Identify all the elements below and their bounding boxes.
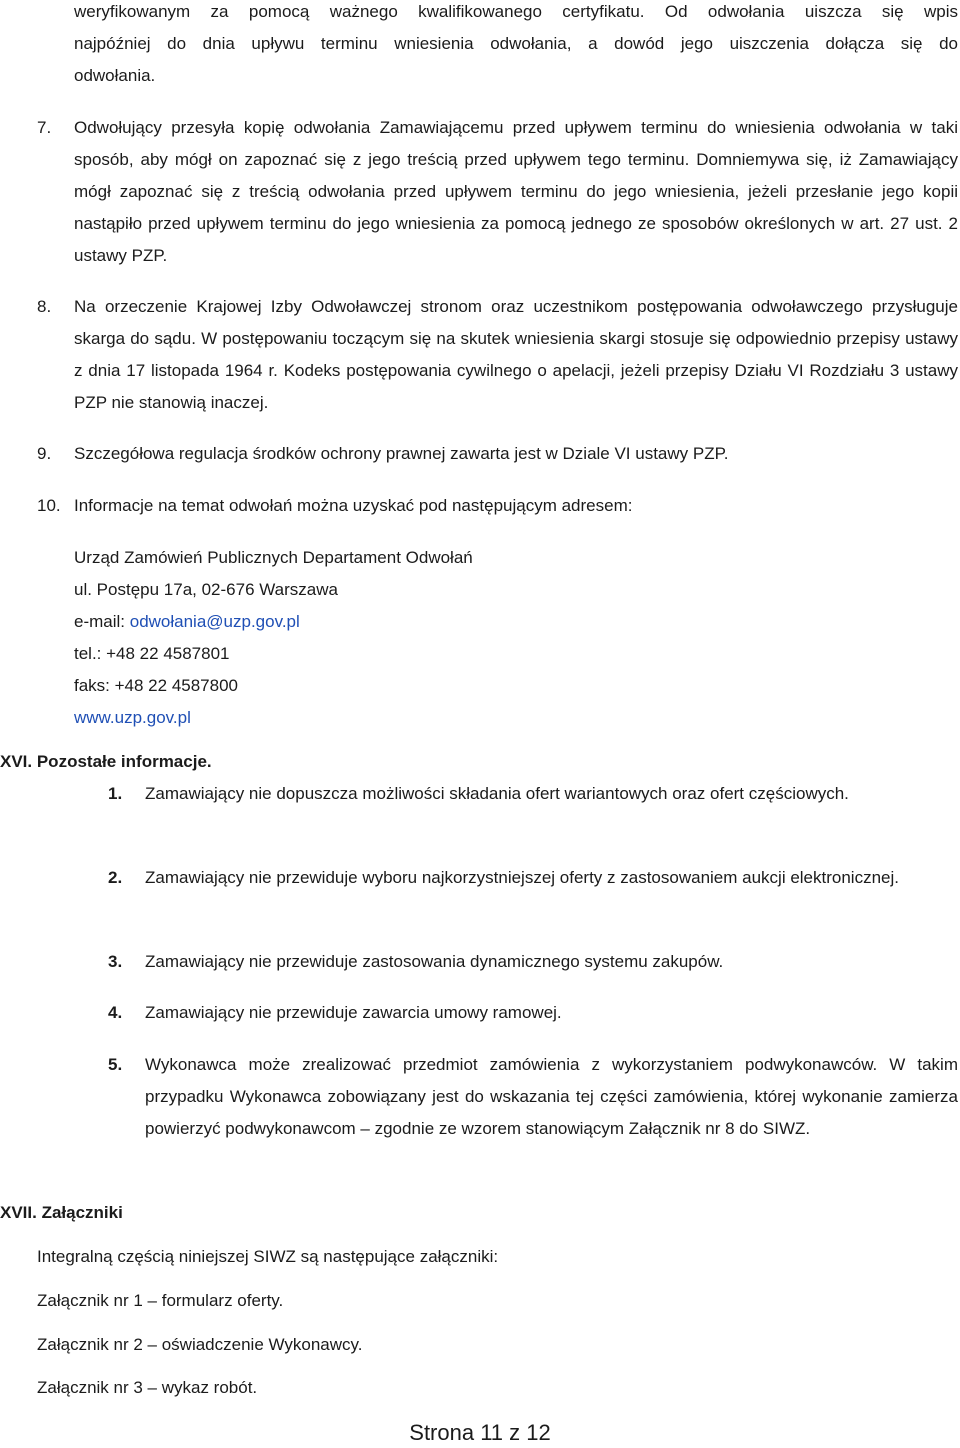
list-number: 1. [108, 784, 123, 803]
section-16-heading: XVI. Pozostałe informacje. [0, 752, 212, 771]
list-item-text: Zamawiający nie dopuszcza możliwości składania ofert wariantowych oraz ofert częściowych. [145, 784, 849, 803]
item-number: 10. [37, 496, 61, 515]
list-number: 4. [108, 1003, 123, 1022]
attachments-intro: Integralną częścią niniejszej SIWZ są następujące załączniki: [37, 1247, 499, 1266]
list-item-text: Zamawiający nie przewiduje wyboru najkorzystniejszej oferty z zastosowaniem aukcji elektronicznej. [145, 868, 899, 887]
attachment-item: Załącznik nr 1 – formularz oferty. [37, 1291, 284, 1310]
page-number: Strona 11 z 12 [409, 1420, 551, 1445]
item-8-text: Na orzeczenie Krajowej Izby Odwoławczej stronom oraz uczestnikom postępowania odwoławczego przysługuje skarga do sądu. W postępowaniu toczącym się na skutek wniesienia skargi stosuje się odpowiednio przepisy ustawy z dnia 17 listopada 1964 r. Kodeks postępowania cywilnego o apelacji, jeżeli przepisy Działu VI Rozdziału 3 ustawy PZP nie stanowią inaczej. [74, 297, 958, 412]
website-link[interactable]: www.uzp.gov.pl [74, 708, 191, 727]
list-item-text: Zamawiający nie przewiduje zastosowania dynamicznego systemu zakupów. [145, 952, 724, 971]
fax-number: faks: +48 22 4587800 [74, 676, 238, 695]
list-item-text: Wykonawca może zrealizować przedmiot zamówienia z wykorzystaniem podwykonawców. W takim przypadku Wykonawca zobowiązany jest do wskazania tej części zamówienia, której wykonanie zamierza powierzyć podwykonawcom – zgodnie ze wzorem stanowiącym Załącznik nr 8 do SIWZ. [145, 1055, 958, 1138]
email-line [74, 606, 774, 638]
paragraph-line: odwołania. [74, 66, 156, 85]
paragraph-line: weryfikowanym za pomocą ważnego kwalifikowanego certyfikatu. Od odwołania uiszcza się wpis [74, 2, 958, 21]
attachment-item: Załącznik nr 3 – wykaz robót. [37, 1378, 258, 1397]
item-9-text: Szczegółowa regulacja środków ochrony prawnej zawarta jest w Dziale VI ustawy PZP. [74, 444, 729, 463]
item-number: 7. [37, 118, 52, 137]
item-number: 8. [37, 297, 52, 316]
continuation-paragraph [74, 0, 958, 92]
item-number: 9. [37, 444, 52, 463]
section-17-heading: XVII. Załączniki [0, 1203, 123, 1222]
email-link[interactable]: odwołania@uzp.gov.pl [129, 612, 300, 631]
item-7-text: Odwołujący przesyła kopię odwołania Zamawiającemu przed upływem terminu do wniesienia odwołania w taki sposób, aby mógł on zapoznać się z jego treścią przed upływem tego terminu. Domniemywa się, iż Zamawiający mógł zapoznać się z treścią odwołania przed upływem terminu do jego wniesienia, jeżeli przesłanie jego kopii nastąpiło przed upływem terminu do jego wniesienia za pomocą jednego ze sposobów określonych w art. 27 ust. 2 ustawy PZP. [74, 118, 958, 265]
email-label: e-mail: [74, 612, 130, 631]
phone-number: tel.: +48 22 4587801 [74, 644, 230, 663]
office-name: Urząd Zamówień Publicznych Departament Odwołań [74, 548, 473, 567]
list-number: 2. [108, 868, 123, 887]
street-address: ul. Postępu 17a, 02-676 Warszawa [74, 580, 338, 599]
item-10-text: Informacje na temat odwołań można uzyskać pod następującym adresem: [74, 496, 633, 515]
attachment-item: Załącznik nr 2 – oświadczenie Wykonawcy. [37, 1335, 363, 1354]
paragraph-line: najpóźniej do dnia upływu terminu wniesienia odwołania, a dowód jego uiszczenia dołącza się do [74, 34, 958, 53]
list-number: 3. [108, 952, 123, 971]
address-block [74, 542, 774, 734]
list-item-text: Zamawiający nie przewiduje zawarcia umowy ramowej. [145, 1003, 562, 1022]
list-number: 5. [108, 1055, 123, 1074]
